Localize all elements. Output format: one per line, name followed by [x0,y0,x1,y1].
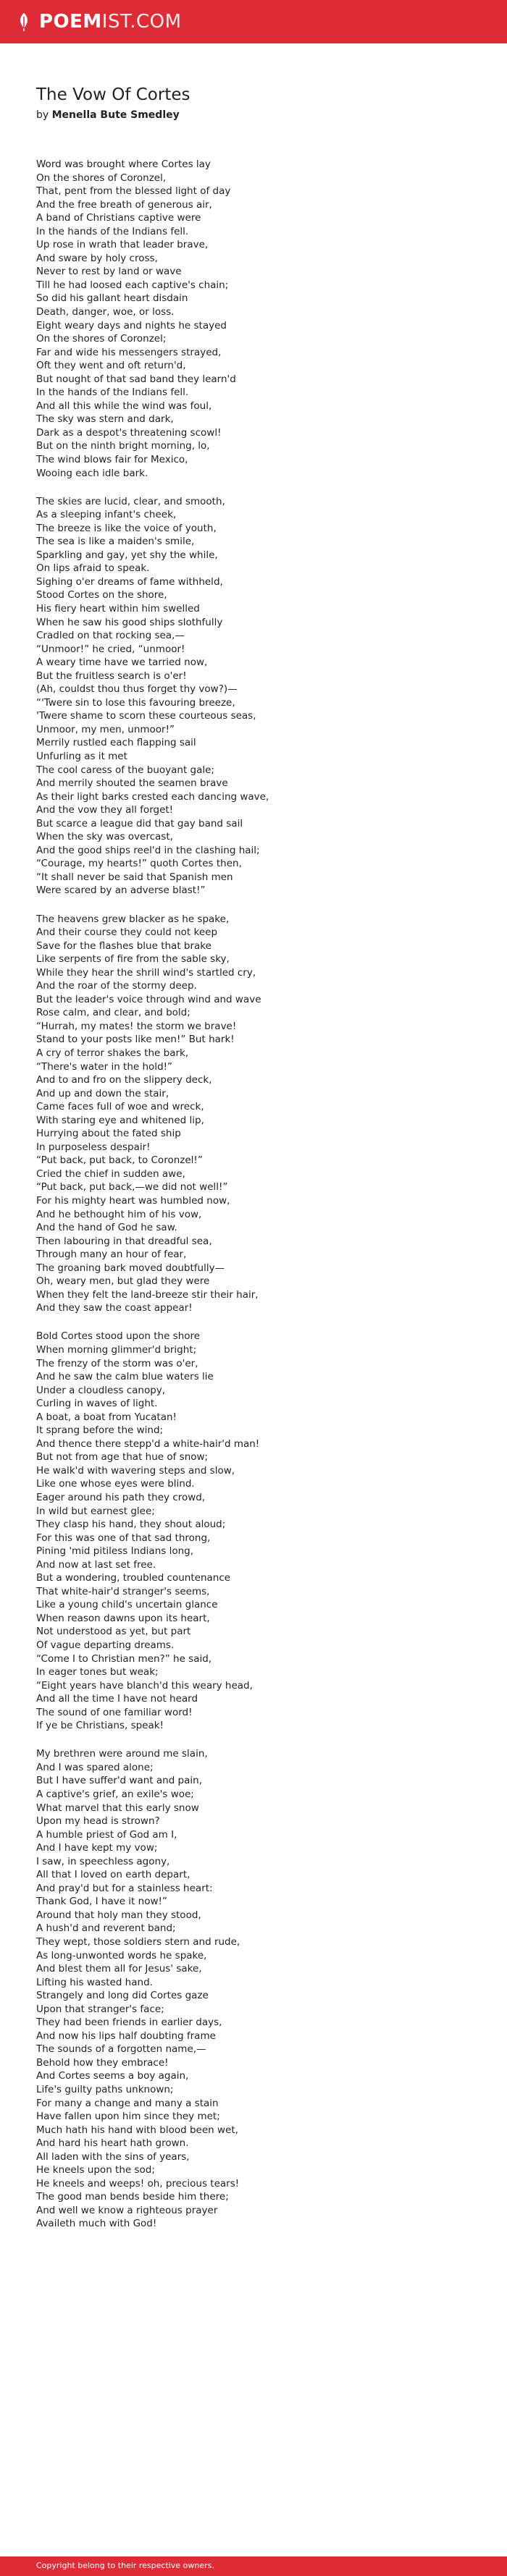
poem-line: “Put back, put back,—we did not well!” [36,1181,228,1194]
logo-text-light: IST.COM [101,11,182,33]
poem-line: (Ah, couldst thou thus forget thy vow?)— [36,683,238,696]
poem-line: For many a change and many a stain [36,2097,219,2109]
poem-line: Save for the flashes blue that brake [36,939,211,952]
poem-line: All laden with the sins of years, [36,2150,190,2163]
poem-line: But nought of that sad band they learn'd [36,373,236,385]
poem-line: Curling in waves of light. [36,1398,158,1410]
poem-line: Lifting his wasted hand. [36,1976,153,1988]
poem-line: Hurrying about the fated ship [36,1128,181,1140]
byline [36,109,180,121]
poem-line: A cry of terror shakes the bark, [36,1047,189,1059]
poem-line: And well we know a righteous prayer [36,2204,218,2216]
poem-line: And Cortes seems a boy again, [36,2070,189,2082]
poem-line: And now at last set free. [36,1558,156,1571]
poem-line: Unmoor, my men, unmoor!” [36,723,175,735]
poem-line: So did his gallant heart disdain [36,292,188,305]
poem-line: All that I loved on earth depart, [36,1869,190,1881]
stanza [36,1747,485,2231]
poem-line: The sea is like a maiden's smile, [36,536,195,548]
poem-line: But not from age that hue of snow; [36,1451,209,1464]
poem-line: Behold how they embrace! [36,2056,169,2069]
poem-line: The groaning bark moved doubtfully— [36,1262,225,1274]
poem-line: And their course they could not keep [36,926,218,939]
poem-line: And all this while the wind was foul, [36,400,212,412]
poem-line: “There's water in the hold!” [36,1060,173,1073]
stanza [36,158,485,480]
poem-line: Were scared by an adverse blast!” [36,884,206,897]
poem-line: In purposeless despair! [36,1141,151,1153]
poem-line: On the shores of Coronzel; [36,333,167,345]
poem-line: What marvel that this early snow [36,1802,199,1814]
poem-line: Upon that stranger's face; [36,2003,164,2015]
poem-line: When he saw his good ships slothfully [36,616,223,628]
poem-line: And merrily shouted the seamen brave [36,777,228,790]
poem-line: Oft they went and oft return'd, [36,360,186,372]
poem-line: On lips afraid to speak. [36,562,150,575]
poem-line: Wooing each idle bark. [36,467,148,479]
poem-line: “Eight years have blanch'd this weary head, [36,1679,253,1692]
poem-line: A boat, a boat from Yucatan! [36,1411,177,1423]
poem-line: And the vow they all forget! [36,804,174,816]
poem-line: His fiery heart within him swelled [36,603,200,615]
poem-line: And pray'd but for a stainless heart: [36,1882,213,1894]
poem-line: They clasp his hand, they shout aloud; [36,1519,226,1531]
poem-line: The sky was stern and dark, [36,413,174,426]
poem-line: When morning glimmer'd bright; [36,1343,197,1356]
poem-line: And all the time I have not heard [36,1693,198,1705]
poem-line: Oh, weary men, but glad they were [36,1275,210,1288]
poem-line: And I was spared alone; [36,1761,154,1773]
stanza [36,1330,485,1732]
poem-line: As a sleeping infant's cheek, [36,509,177,521]
poem-line: Eight weary days and nights he stayed [36,319,227,331]
poem-line: The cool caress of the buoyant gale; [36,764,214,776]
poem-line: Upon my head is strown? [36,1815,160,1828]
poem-line: A humble priest of God am I, [36,1828,177,1841]
poem-line: A band of Christians captive were [36,212,201,224]
poem-line: But I have suffer'd want and pain, [36,1775,202,1787]
poem-line: Cradled on that rocking sea,— [36,630,185,642]
poem-line: Around that holy man they stood, [36,1909,201,1921]
poem-line: With staring eye and whitened lip, [36,1114,204,1126]
poem-line: Strangely and long did Cortes gaze [36,1990,209,2002]
poem-line: Thank God, I have it now!” [36,1896,167,1908]
poem-line: And the roar of the stormy deep. [36,980,197,992]
poem-line: In wild but earnest glee; [36,1505,155,1517]
poem-line: And sware by holy cross, [36,252,158,264]
poem-line: Merrily rustled each flapping sail [36,737,196,749]
poem-line: The wind blows fair for Mexico, [36,454,188,466]
poem-line: “Courage, my hearts!” quoth Cortes then, [36,858,242,870]
poem-line: Came faces full of woe and wreck, [36,1101,204,1113]
poem-line: Sighing o'er dreams of fame withheld, [36,575,223,588]
poem-line: Under a cloudless canopy, [36,1384,166,1396]
poem-line: “Hurrah, my mates! the storm we brave! [36,1020,237,1032]
poem-line: Stand to your posts like men!” But hark! [36,1034,235,1046]
poem-line: And he saw the calm blue waters lie [36,1371,214,1383]
poem-line: Like one whose eyes were blind. [36,1478,195,1490]
poem-line: For this was one of that sad throng, [36,1532,211,1544]
poem-line: But a wondering, troubled countenance [36,1572,231,1584]
poem-line: While they hear the shrill wind's startled cry, [36,966,256,979]
poem-line: Life's guilty paths unknown; [36,2084,174,2096]
poem-line: And the hand of God he saw. [36,1222,177,1234]
poem-line: Like serpents of fire from the sable sky, [36,953,230,966]
poem-line: Like a young child's uncertain glance [36,1599,218,1611]
poem-line: Unfurling as it met [36,751,127,763]
poem-line: 'Twere shame to scorn these courteous seas, [36,710,256,722]
poem-line: When reason dawns upon its heart, [36,1612,210,1624]
poem-line: They wept, those soldiers stern and rude, [36,1936,240,1948]
poem-line: The sound of one familiar word! [36,1706,193,1718]
poem-line: Stood Cortes on the shore, [36,589,167,601]
poem-line: Up rose in wrath that leader brave, [36,239,209,251]
poem-line: The breeze is like the voice of youth, [36,522,217,534]
poem-line: The heavens grew blacker as he spake, [36,913,230,925]
poem-line: That white-hair'd stranger's seems, [36,1585,210,1597]
poem-line: And the free breath of generous air, [36,198,212,211]
author-link[interactable]: Menella Bute Smedley [51,109,180,121]
poem-line: And up and down the stair, [36,1087,169,1099]
poem-line: Not understood as yet, but part [36,1626,191,1638]
poem-line: My brethren were around me slain, [36,1748,208,1760]
stanza [36,495,485,898]
poem-line: And now his lips half doubting frame [36,2030,216,2042]
poem-line: “'Twere sin to lose this favouring breeze, [36,696,235,709]
poem-line: And he bethought him of his vow, [36,1208,202,1220]
poem-line: “It shall never be said that Spanish men [36,871,233,883]
copyright-text: Copyright belong to their respective owners. [36,2561,214,2570]
poem-line: But on the ninth bright morning, lo, [36,440,210,452]
poem-body [36,158,485,2246]
poem-line: He walk'd with wavering steps and slow, [36,1464,235,1477]
poem-line: In the hands of the Indians fell. [36,387,189,399]
poem-line: And I have kept my vow; [36,1842,158,1854]
poem-line: Far and wide his messengers strayed, [36,346,222,358]
poem-line: Pining 'mid pitiless Indians long, [36,1545,194,1558]
poem-line: Availeth much with God! [36,2218,157,2230]
poem-line: And the good ships reel'd in the clashing hail; [36,844,260,856]
site-footer [0,2556,507,2576]
poem-line: Dark as a despot's threatening scowl! [36,426,222,439]
poem-line: Cried the chief in sudden awe, [36,1167,185,1180]
poem-line: The sounds of a forgotten name,— [36,2043,206,2056]
poem-line: And they saw the coast appear! [36,1302,193,1314]
poem-line: And hard his heart hath grown. [36,2137,189,2150]
poem-line: A captive's grief, an exile's woe; [36,1788,194,1800]
poem-line: They had been friends in earlier days, [36,2017,222,2029]
poem-line: For his mighty heart was humbled now, [36,1195,230,1207]
poem-line: And to and fro on the slippery deck, [36,1074,212,1086]
poem-line: The good man bends beside him there; [36,2191,229,2203]
poem-line: A weary time have we tarried now, [36,656,208,669]
poem-line: On the shores of Coronzel, [36,172,167,184]
poem-line: Through many an hour of fear, [36,1249,187,1261]
by-label: by [36,109,49,121]
poem-line: The frenzy of the storm was o'er, [36,1357,198,1369]
poem-line: Eager around his path they crowd, [36,1492,206,1503]
poem-line: When they felt the land-breeze stir their hair, [36,1288,259,1301]
poem-line: As their light barks crested each dancing wave, [36,790,269,803]
poem-line: He kneels and weeps! oh, precious tears! [36,2177,240,2189]
feather-pen-icon [16,12,32,31]
poem-line: Then labouring in that dreadful sea, [36,1235,212,1247]
poem-line: Never to rest by land or wave [36,266,182,278]
poem-line: Much hath his hand with blood been wet, [36,2124,238,2136]
stanza [36,913,485,1315]
poem-line: It sprang before the wind; [36,1424,164,1437]
poem-line: “Come I to Christian men?” he said, [36,1652,212,1665]
poem-line: Word was brought where Cortes lay [36,159,211,170]
poem-line: “Unmoor!” he cried, “unmoor! [36,643,185,655]
poem-line: He kneels upon the sod; [36,2164,155,2176]
poem-line: But the fruitless search is o'er! [36,670,187,682]
poem-line: Death, danger, woe, or loss. [36,306,175,318]
poem-line: Rose calm, and clear, and bold; [36,1007,190,1019]
poem-line: The skies are lucid, clear, and smooth, [36,495,225,507]
poem-line: I saw, in speechless agony, [36,1855,170,1867]
poem-line: And thence there stepp'd a white-hair'd man! [36,1437,260,1450]
poem-line: Till he had loosed each captive's chain; [36,279,229,291]
logo-text-bold: POEM [39,11,102,33]
poem-line: That, pent from the blessed light of day [36,185,231,198]
poem-line: Bold Cortes stood upon the shore [36,1330,201,1343]
poem-line: And blest them all for Jesus' sake, [36,1963,202,1975]
poem-title: The Vow Of Cortes [36,85,190,104]
poem-line: But scarce a league did that gay band sail [36,817,243,829]
site-header [0,0,507,43]
poem-line: If ye be Christians, speak! [36,1720,164,1732]
poem-line: As long-unwonted words he spake, [36,1949,207,1961]
poem-line: But the leader's voice through wind and wave [36,993,261,1005]
site-logo[interactable] [16,9,182,34]
poem-line: “Put back, put back, to Coronzel!” [36,1154,203,1167]
poem-line: When the sky was overcast, [36,831,173,843]
poem-line: A hush'd and reverent band; [36,1922,176,1935]
poem-line: In eager tones but weak; [36,1666,159,1678]
poem-line: Have fallen upon him since they met; [36,2111,220,2123]
poem-line: Sparkling and gay, yet shy the while, [36,549,218,561]
poem-line: Of vague departing dreams. [36,1639,175,1652]
poem-line: In the hands of the Indians fell. [36,225,189,237]
